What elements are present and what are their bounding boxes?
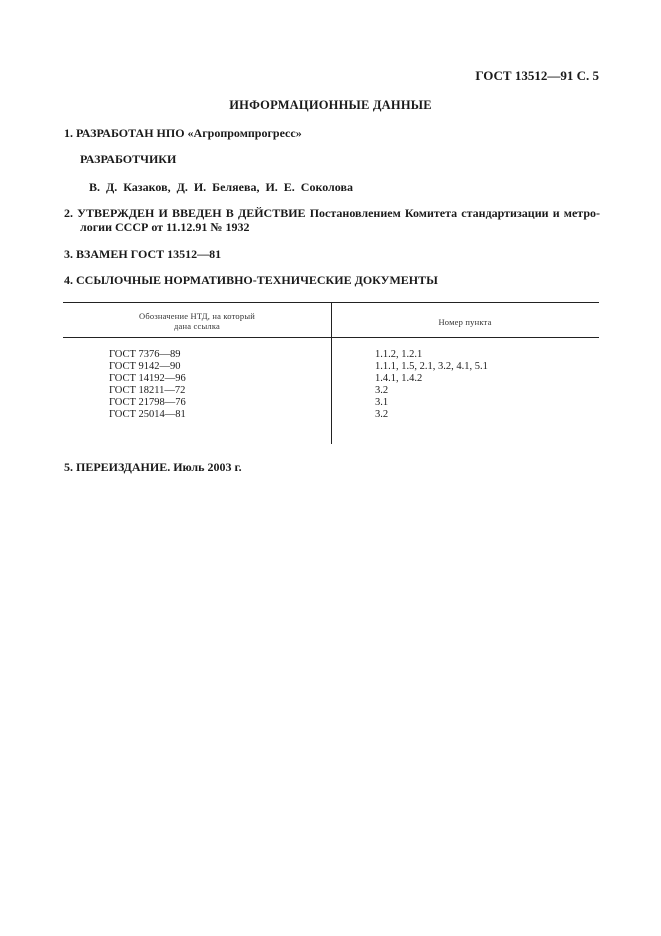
section-references-heading: 4. ССЫЛОЧНЫЕ НОРМАТИВНО-ТЕХНИЧЕСКИЕ ДОКУМЕНТЫ bbox=[64, 273, 438, 287]
section-approved-line2: логии СССР от 11.12.91 № 1932 bbox=[80, 220, 250, 234]
table-cell-ntd: ГОСТ 25014—81 bbox=[109, 409, 186, 420]
table-column-ntd bbox=[109, 349, 186, 421]
table-column-item bbox=[375, 349, 488, 421]
table-cell-ntd: ГОСТ 9142—90 bbox=[109, 361, 181, 372]
table-header-ntd-line2: дана ссылка bbox=[173, 321, 221, 331]
table-cell-item: 3.1 bbox=[375, 397, 389, 408]
table-cell-ntd: ГОСТ 7376—89 bbox=[109, 349, 181, 360]
section-developed-by: 1. РАЗРАБОТАН НПО «Агропромпрогресс» bbox=[64, 126, 302, 140]
section-reissue: 5. ПЕРЕИЗДАНИЕ. Июль 2003 г. bbox=[64, 460, 242, 474]
section-replaces: 3. ВЗАМЕН ГОСТ 13512—81 bbox=[64, 247, 222, 261]
table-cell-item: 3.2 bbox=[375, 409, 389, 420]
table-header-ntd bbox=[63, 311, 331, 331]
table-cell-item: 3.2 bbox=[375, 385, 389, 396]
table-cell-item: 1.1.1, 1.5, 2.1, 3.2, 4.1, 5.1 bbox=[375, 361, 488, 372]
table-header-ntd-line1: Обозначение НТД, на который bbox=[139, 311, 255, 321]
page-title: ИНФОРМАЦИОННЫЕ ДАННЫЕ bbox=[229, 98, 432, 112]
developers-heading: РАЗРАБОТЧИКИ bbox=[80, 152, 177, 166]
table-cell-item: 1.4.1, 1.4.2 bbox=[375, 373, 423, 384]
page-header: ГОСТ 13512—91 С. 5 bbox=[475, 68, 599, 83]
table-cell-ntd: ГОСТ 14192—96 bbox=[109, 373, 186, 384]
table-cell-item: 1.1.2, 1.2.1 bbox=[375, 349, 423, 360]
developers-names: В. Д. Казаков, Д. И. Беляева, И. Е. Соколова bbox=[89, 180, 353, 194]
references-table bbox=[63, 302, 599, 444]
table-cell-ntd: ГОСТ 21798—76 bbox=[109, 397, 186, 408]
table-header-item: Номер пункта bbox=[438, 317, 492, 327]
table-cell-ntd: ГОСТ 18211—72 bbox=[109, 385, 186, 396]
section-approved-line1: 2. УТВЕРЖДЕН И ВВЕДЕН В ДЕЙСТВИЕ Постановлением Комитета стандартизации и метро- bbox=[64, 206, 600, 220]
